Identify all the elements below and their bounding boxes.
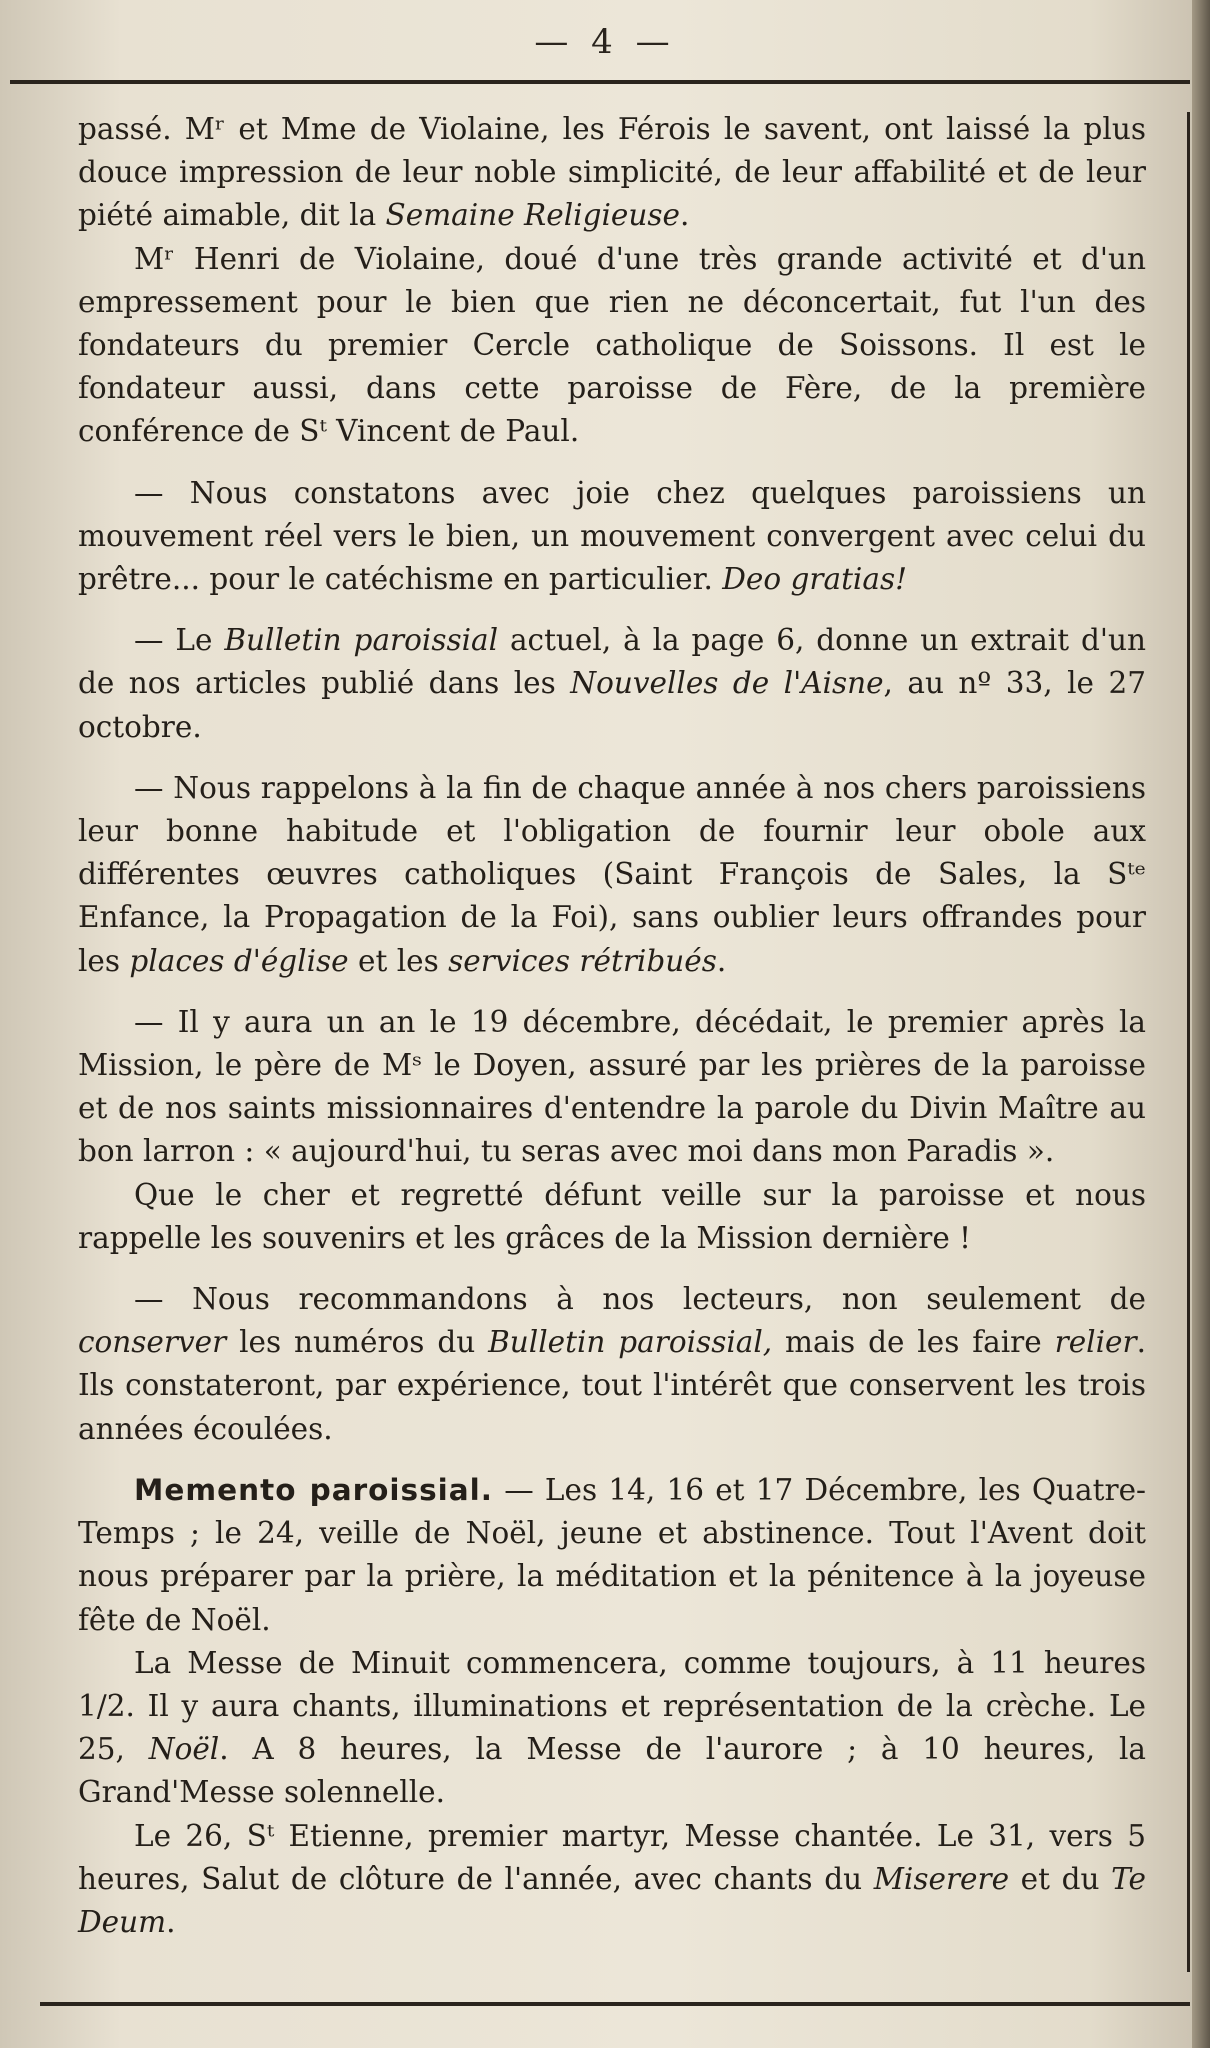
paragraph-messe-minuit: La Messe de Minuit commencera, comme toujours, à 11 heures 1/2. Il y aura chants, illuminations et représentation de la crèche. Le 25, Noël. A 8 heures, la Messe de l'aurore ; à 10 heures, la Grand'Messe solennelle. — [78, 1645, 1147, 1810]
paragraph-oeuvres-catholiques: — Nous rappelons à la fin de chaque année à nos chers paroissiens leur bonne habitude et l'obligation de fournir leur obole aux différentes œuvres catholiques (Saint François de Sales, la Sᵗᵉ Enfance, la Propagation de la Foi), sans oublier leurs offrandes pour les places d'église et les services rétribués. — [78, 770, 1146, 978]
paragraph-saint-etienne: Le 26, Sᵗ Etienne, premier martyr, Messe chantée. Le 31, vers 5 heures, Salut de clôture de l'année, avec chants du Miserere et du Te Deum. — [78, 1818, 1146, 1939]
bottom-rule — [40, 2002, 1190, 2006]
paragraph-regrette-defunt: Que le cher et regretté défunt veille sur la paroisse et nous rappelle les souvenirs et les grâces de la Mission dernière ! — [78, 1177, 1146, 1255]
paragraph-henri-de-violaine: Mʳ Henri de Violaine, doué d'une très grande activité et d'un empressement pour le bien que rien ne déconcertait, fut l'un des fondateurs du premier Cercle catholique de Soissons. Il est le fondateur aussi, dans cette paroisse de Fère, de la première conférence de Sᵗ Vincent de Paul. — [78, 241, 1146, 449]
book-spine-shadow — [1192, 0, 1210, 2048]
memento-heading: Memento paroissial. — [134, 1472, 493, 1507]
page-number: — 4 — — [534, 22, 676, 62]
paragraph-conserver-bulletins: — Nous recommandons à nos lecteurs, non seulement de conserver les numéros du Bulletin paroissial, mais de les faire relier. Ils constateront, par expérience, tout l'intérêt que conservent les trois années écoulées. — [78, 1282, 1146, 1446]
paragraph-bulletin-extrait: — Le Bulletin paroissial actuel, à la page 6, donne un extrait d'un de nos articles publié dans les Nouvelles de l'Aisne, au nº 33, le 27 octobre. — [78, 623, 1146, 744]
paragraph-anniversaire-deces: — Il y aura un an le 19 décembre, décédait, le premier après la Mission, le père de Mˢ le Doyen, assuré par les prières de la paroisse et de nos saints missionnaires d'entendre la parole du Divin Maître au bon larron : « aujourd'hui, tu seras avec moi dans mon Paradis ». — [78, 1004, 1146, 1169]
paragraph-mouvement: — Nous constatons avec joie chez quelques paroissiens un mouvement réel vers le bien, un mouvement convergent avec celui du prêtre... pour le catéchisme en particulier. Deo gratias! — [78, 475, 1146, 597]
article-body — [78, 108, 1146, 1944]
paragraph-violaine-couple: passé. Mʳ et Mme de Violaine, les Férois le savent, ont laissé la plus douce impression de leur noble simplicité, de leur affabilité et de leur piété aimable, dit la Semaine Religieuse. — [78, 112, 1146, 233]
paragraph-memento: Memento paroissial. — Les 14, 16 et 17 Décembre, les Quatre-Temps ; le 24, veille de Noël, jeune et abstinence. Tout l'Avent doit nous préparer par la prière, la méditation et la pénitence à la joyeuse fête de Noël. — [78, 1472, 1146, 1637]
right-rule — [1187, 112, 1190, 1972]
top-rule — [10, 80, 1190, 84]
